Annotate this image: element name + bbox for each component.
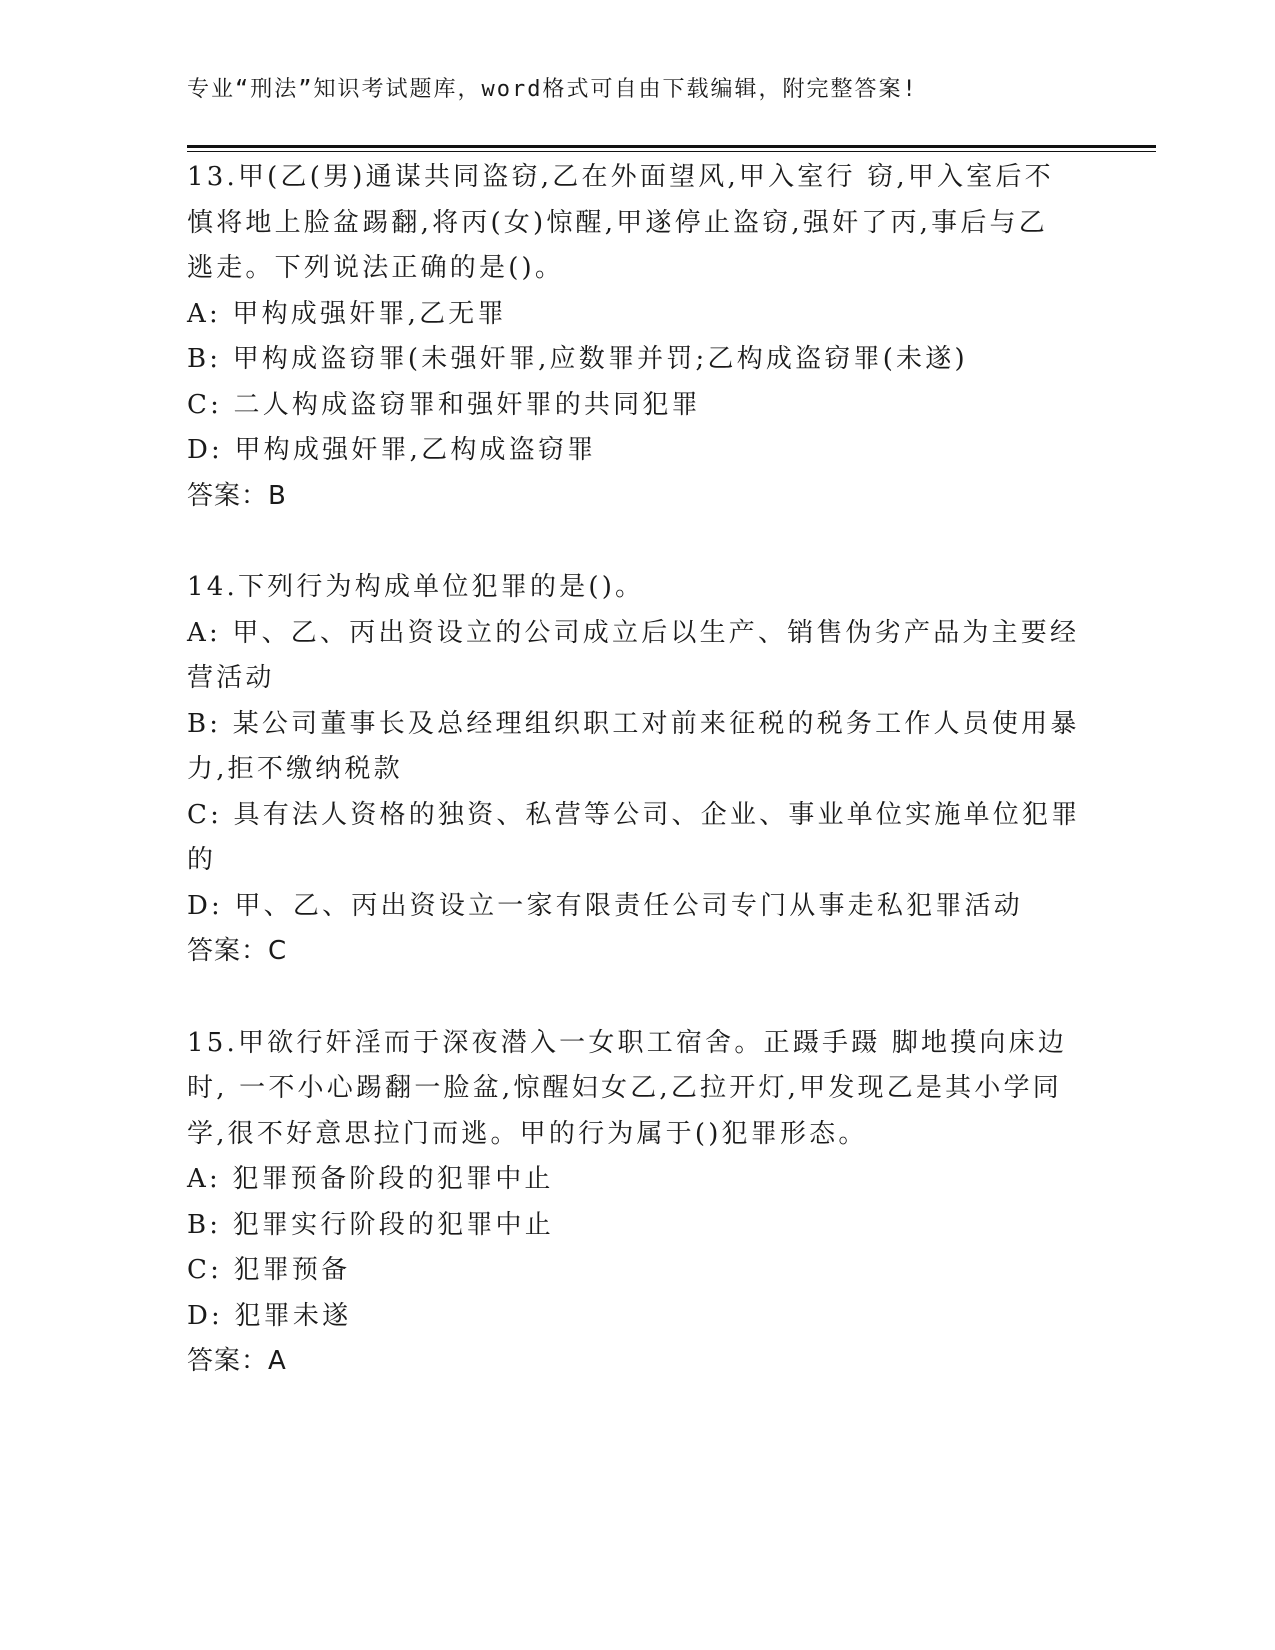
question-15 [187, 1021, 1087, 1385]
document-header: 专业“刑法”知识考试题库，word格式可自由下载编辑，附完整答案! [187, 77, 918, 102]
question-stem-line: 逃走。下列说法正确的是()。 [187, 253, 565, 283]
header-rule-thick [187, 145, 1156, 148]
option-a: A: 犯罪预备阶段的犯罪中止 [187, 1164, 554, 1194]
option-a-continued: 营活动 [187, 663, 275, 693]
question-stem-line: 13.甲(乙(男)通谋共同盗窃,乙在外面望风,甲入室行 窃,甲入室后不 [187, 162, 1054, 192]
option-c: C: 具有法人资格的独资、私营等公司、企业、事业单位实施单位犯罪 [187, 799, 1081, 830]
question-stem-line: 14.下列行为构成单位犯罪的是()。 [187, 572, 645, 602]
question-stem-line: 学,很不好意思拉门而逃。甲的行为属于()犯罪形态。 [187, 1118, 868, 1149]
question-stem-line: 慎将地上脸盆踢翻,将丙(女)惊醒,甲遂停止盗窃,强奸了丙,事后与乙 [187, 207, 1048, 238]
answer-label: 答案：B [187, 480, 287, 511]
question-13 [187, 155, 1087, 519]
answer-label: 答案：A [187, 1346, 287, 1376]
option-b: B: 甲构成盗窃罪(未强奸罪,应数罪并罚;乙构成盗窃罪(未遂) [187, 344, 968, 374]
option-a: A: 甲构成强奸罪,乙无罪 [187, 298, 507, 329]
option-d: D: 甲、乙、丙出资设立一家有限责任公司专门从事走私犯罪活动 [187, 890, 1023, 921]
option-b: B: 犯罪实行阶段的犯罪中止 [187, 1209, 554, 1240]
option-b-continued: 力,拒不缴纳税款 [187, 754, 403, 784]
option-a: A: 甲、乙、丙出资设立的公司成立后以生产、销售伪劣产品为主要经 [187, 617, 1080, 648]
question-14 [187, 565, 1087, 975]
answer-label: 答案：C [187, 936, 288, 966]
option-d: D: 犯罪未遂 [187, 1300, 352, 1331]
option-d: D: 甲构成强奸罪,乙构成盗窃罪 [187, 435, 597, 465]
option-c: C: 犯罪预备 [187, 1255, 351, 1285]
question-stem-line: 15.甲欲行奸淫而于深夜潜入一女职工宿舍。正蹑手蹑 脚地摸向床边 [187, 1027, 1068, 1058]
option-c: C: 二人构成盗窃罪和强奸罪的共同犯罪 [187, 389, 701, 420]
header-rule-thin [187, 151, 1156, 152]
option-c-continued: 的 [187, 845, 217, 875]
option-b: B: 某公司董事长及总经理组织职工对前来征税的税务工作人员使用暴 [187, 708, 1080, 739]
question-list [187, 155, 1087, 1431]
question-stem-line: 时, 一不小心踢翻一脸盆,惊醒妇女乙,乙拉开灯,甲发现乙是其小学同 [187, 1073, 1062, 1103]
